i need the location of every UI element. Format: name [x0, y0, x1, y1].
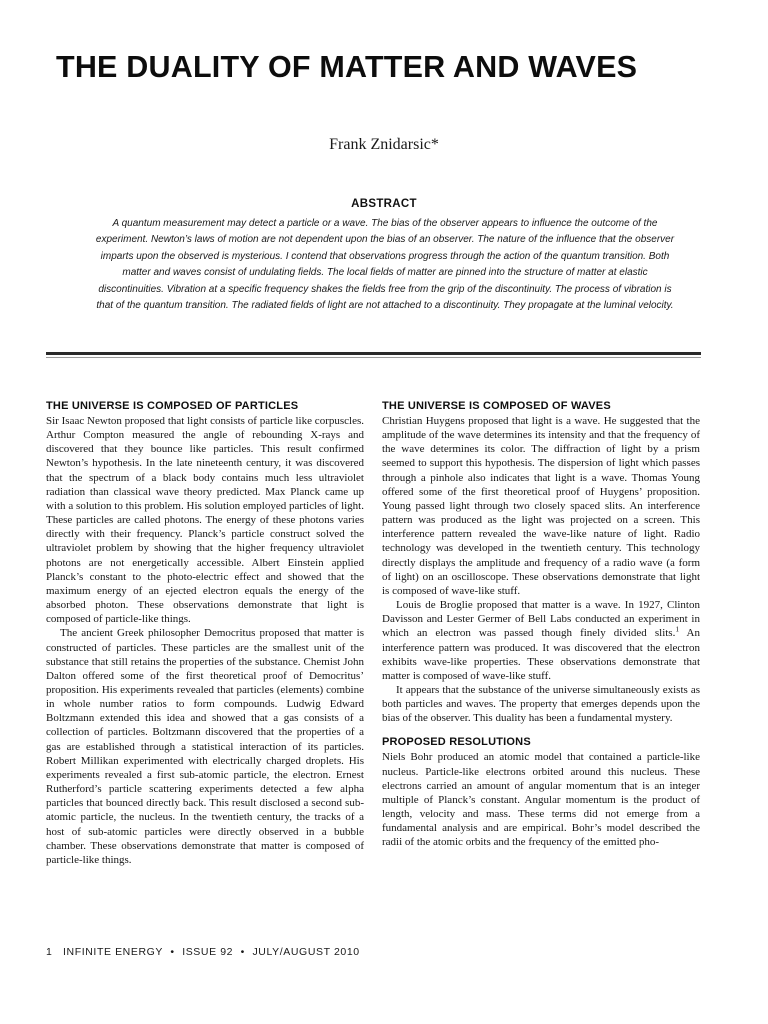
abstract-text: A quantum measurement may detect a particle or a wave. The bias of the observer appears to influence the outcome of the experiment. Newton’s laws of motion are not dependent upon the bias of an observer. The nature of the influence that the observer imparts upon the observed is mysterious. I contend that observations progress through the action of the quantum transition. Both matter and waves consist of undulating fields. The local fields of matter are pinned into the structure of matter at elastic discontinuities. Vibration at a specific frequency shakes the fields free from the grip of the discontinuity. The process of vibration is that of the quantum transition. The radiated fields of light are not attached to a discontinuity. They propagate at the luminal velocity. [95, 218, 675, 312]
section-divider-thick [46, 352, 701, 355]
waves-paragraph-3: It appears that the substance of the universe simultaneously exists as both particles and waves. The property that emerges depends upon the bias of the observer. This duality has been a fundamental mystery. [382, 683, 700, 725]
page-number: 1 [46, 946, 53, 958]
particles-paragraph-2: The ancient Greek philosopher Democritus proposed that matter is constructed of particles. These particles are the smallest unit of the substance that still retains the properties of the substance. Chemist John Dalton offered some of the first theoretical proof of Democritus’ proposition. His experiments revealed that particles (elements) combine in whole number ratios to form compounds. Ludwig Edward Boltzmann extended this idea and showed that a gas consists of a collection of particles. Boltzmann discovered that the properties of a gas are established through a statistical interaction of its particles. Robert Millikan experimented with electrically charged droplets. His experiments revealed a first sub-atomic particle, the electron. Ernest Rutherford’s particle scattering experiments detected a few alpha particles that bounced directly back. This result disclosed a second sub-atomic particle, the nucleus. In the twentieth century, the tracks of a host of sub-atomic particles were directly observed in a bubble chamber. These observations demonstrate that matter is composed of particle-like things. [46, 627, 364, 866]
waves-paragraph-2-text-a: Louis de Broglie proposed that matter is a wave. In 1927, Clinton Davisson and Lester Germer of Bell Labs conducted an experiment in which an electron was passed though finely divided slits. [382, 599, 700, 640]
section-divider-thin [46, 357, 701, 358]
resolutions-paragraph-1: Niels Bohr produced an atomic model that contained a particle-like nucleus. Particle-like electrons orbited around this nucleus. These electrons carried an amount of angular momentum that is an integer multiple of Planck’s constant. Angular momentum is the product of length, velocity and mass. These terms did not emerge from a fundamental analysis and are empirical. Bohr’s model described the radii of the atomic orbits and the frequency of the emitted pho- [382, 751, 700, 849]
section-heading-waves: THE UNIVERSE IS COMPOSED OF WAVES [382, 400, 611, 412]
issue-number: ISSUE 92 [182, 946, 234, 958]
waves-paragraph-1: Christian Huygens proposed that light is a wave. He suggested that the amplitude of the wave determines its intensity and that the frequency of the wave determines its color. The diffraction of light by a prism seemed to support this hypothesis. The dispersion of light which passes through a pinhole also indicates that light is a wave. Thomas Young offered some of the first theoretical proof of Huygens’ proposition. Young passed light through two closely spaced slits. An interference pattern was produced as the light was projected on a screen. This interference pattern revealed the wave-like nature of light. Radio technology was developed in the twentieth century. This technology directly displays the amplitude and frequency of a radio wave (a form of light) on an oscilloscope. These observations demonstrate that light is composed of wave-like stuff. [382, 415, 700, 597]
abstract-heading: ABSTRACT [351, 198, 417, 210]
section-heading-resolutions: PROPOSED RESOLUTIONS [382, 736, 531, 749]
section-heading-particles: THE UNIVERSE IS COMPOSED OF PARTICLES [46, 400, 299, 412]
waves-paragraph-2-text-b: An interference pattern was produced. It was discovered that the electron exhibits wave-like properties. These observations demonstrate that matter is composed of wave-like stuff. [382, 627, 700, 682]
article-title: THE DUALITY OF MATTER AND WAVES [56, 50, 638, 84]
issue-date: JULY/AUGUST 2010 [252, 946, 360, 958]
footer-separator: • [240, 946, 245, 958]
footer-separator: • [170, 946, 175, 958]
right-column [382, 399, 700, 850]
waves-paragraph-2 [382, 598, 700, 683]
left-column [46, 399, 364, 867]
author-name: Frank Znidarsic* [329, 136, 439, 153]
footnote-reference: 1 [675, 624, 680, 634]
particles-paragraph-1: Sir Isaac Newton proposed that light consists of particle like corpuscles. Arthur Compton measured the angle of rebounding X-rays and discovered that they bounce like particles. This result confirmed Newton’s hypothesis. In the late nineteenth century, it was discovered that the spectrum of a black body contains much less ultraviolet radiation than classical wave theory predicted. Max Planck came up with a solution to this problem. His solution employed particles of light. These particles are called photons. The energy of these photons varies directly with their frequency. Planck’s particle construct solved the ultraviolet problem by showing that the higher frequency ultraviolet photons are not energetically accessible. Albert Einstein applied Planck’s constant to the photo-electric effect and showed that the maximum energy of an ejected electron equals the energy of the absorbed photon. These observations demonstrate that light is composed of particle-like things. [46, 415, 364, 626]
page-footer [46, 946, 360, 958]
journal-name: INFINITE ENERGY [63, 946, 163, 958]
